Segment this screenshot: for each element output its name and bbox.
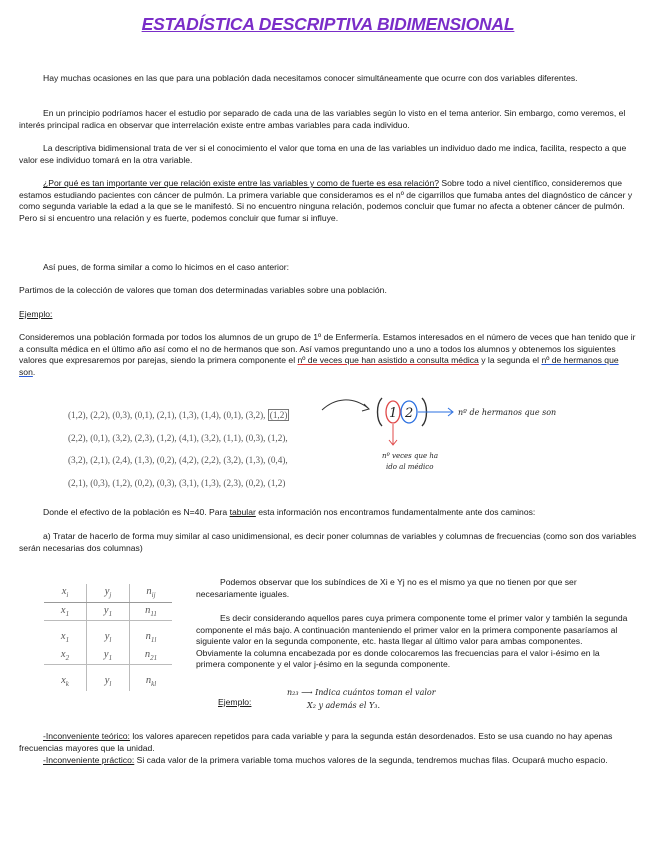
frequency-table	[44, 584, 172, 691]
table-header-cell: $n_{ij}$	[130, 584, 173, 602]
annotation-arrow-curve	[322, 400, 368, 410]
inconveniente-practico-label: -Inconveniente práctico:	[43, 755, 135, 765]
example-text-end: .	[32, 366, 36, 377]
open-paren-icon	[378, 398, 383, 426]
variable-veces-highlight: nº de veces que han asistido a consulta médica	[297, 355, 479, 366]
page-title: ESTADÍSTICA DESCRIPTIVA BIDIMENSIONAL	[141, 14, 515, 34]
table-row: $x_k$ $y_l$ $n_{kl}$	[44, 673, 172, 691]
annotation-big-1: 1	[389, 406, 398, 421]
pairs-row: (2,2), (0,1), (3,2), (2,3), (1,2), (4,1), (3,2), (1,1), (0,3), (1,2),	[68, 432, 288, 443]
pairs-row: (1,2), (2,2), (0,3), (0,1), (2,1), (1,3), (1,4), (0,1), (3,2), (1,2)	[68, 410, 288, 420]
table-row	[44, 665, 172, 674]
paragraph-option-a: a) Tratar de hacerlo de forma muy similar al caso unidimensional, es decir poner columnas de variables y columnas de frecuencias (como son dos variables serán necesarias dos columnas)	[19, 531, 637, 553]
paragraph-efectivo: Donde el efectivo de la población es N=40. Para tabular esta información nos encontramos fundamentalmente ante dos caminos:	[43, 507, 536, 517]
table-row: $x_2$ $y_1$ $n_{21}$	[44, 647, 172, 665]
annotation-big-2: 2	[405, 406, 414, 421]
paragraph-intro: Hay muchas ocasiones en las que para una población dada necesitamos conocer simultáneamente que ocurre con dos variables diferentes.	[43, 73, 578, 83]
annotation-veces-2: ido al médico	[386, 463, 434, 471]
variable-hermanos-highlight: nº de hermanos que son	[19, 355, 619, 377]
annotation-hermanos: nº de hermanos que son	[458, 408, 557, 417]
annotation-veces-1: nº veces que ha	[382, 452, 439, 460]
paragraph-definition: La descriptiva bidimensional trata de ver si el conocimiento el valor que toma en una de las variables un individuo dado me indica, facilita, respecto a que valor ese individuo tomará en la otra variable.	[19, 143, 627, 165]
table-header-cell: $y_j$	[87, 584, 130, 602]
table-row	[44, 621, 172, 630]
example-label: Ejemplo:	[19, 309, 53, 319]
pairs-row: (2,1), (0,3), (1,2), (0,2), (0,3), (3,1), (1,3), (2,3), (0,2), (1,2)	[68, 477, 286, 488]
example-2-label: Ejemplo:	[218, 697, 252, 707]
table-header-row	[44, 584, 172, 602]
example-2-heading	[218, 697, 278, 709]
table-header-cell: $x_i$	[44, 584, 87, 602]
example-text-mid: y la segunda el	[478, 355, 542, 366]
paragraph-asi-pues: Así pues, de forma similar a como lo hicimos en el caso anterior:	[43, 262, 289, 272]
side-paragraph-subindices: Podemos observar que los subíndices de Xi e Yj no es el mismo ya que no tienen por que ser necesariamente iguales.	[196, 577, 577, 599]
boxed-pair: (1,2)	[269, 410, 288, 420]
table-row: $x_1$ $y_1$ $n_{11}$	[44, 602, 172, 621]
paragraph-partimos: Partimos de la colección de valores que toman dos determinadas variables sobre una población.	[19, 285, 387, 295]
importance-text: Sobre todo a nivel científico, consideremos que estamos estudiando pacientes con cáncer de pulmón. La primera variable que consideramos es el nº de cigarrillos que fumaba antes del diagnóstico de cáncer y como segunda variable la edad a la que se le manifestó. Si no encuentro ninguna relación, podemos concluir que fumar no afecta a obtener cáncer de pulmón. Pero si si encuentro una relación y es fuerte, podemos concluir que fumar si influye.	[19, 178, 633, 223]
paragraph-inconveniente-practico: -Inconveniente práctico: Si cada valor de la primera variable toma muchos valores de la segunda, tendremos muchas filas. Ocupará mucho espacio.	[43, 755, 608, 765]
paragraph-study: En un principio podríamos hacer el estudio por separado de cada una de las variables según lo visto en el tema anterior. Sin embargo, como veremos, el interés principal radica en observar que interrelación existe entre ambas variables para cada individuo.	[19, 108, 626, 130]
tabular-word: tabular	[229, 507, 256, 517]
inconveniente-teorico-label: -Inconveniente teórico:	[43, 731, 130, 741]
importance-question: ¿Por qué es tan importante ver que relación existe entre las variables y como de fuerte es esa relación?	[43, 178, 440, 188]
side-paragraph-explanation: Es decir considerando aquellos pares cuya primera componente tome el primer valor y también la segunda componente el más bajo. A continuación manteniendo el primer valor en la primera componente pasaríamos al siguiente valor en la segunda componente, etc. hasta llegar al último valor para ambas componentes. Obviamente la columna encabezada por es donde colocaremos las frecuencias para el valor i-ésimo en la primera componente y el valor j-ésimo en la segunda componente.	[196, 613, 628, 670]
example-text-start: Consideremos una población formada por todos los alumnos de un grupo de 1º de Enfermería. Estamos interesados en el número de veces que han tenido que ir a consulta médica en el último año así como el no de hermanos que son. Así vamos preguntando uno a uno a todos los alumnos y obtenemos los siguientes valores que expresaremos por parejas, siendo la primera componente el	[19, 332, 636, 366]
handwritten-note: n₂₃ ⟶ Indica cuántos toman el valor X₂ y además el Y₃.	[287, 688, 436, 710]
pairs-row: (3,2), (2,1), (2,4), (1,3), (0,2), (4,2), (2,2), (3,2), (1,3), (0,4),	[68, 455, 288, 465]
paragraph-inconveniente-teorico: -Inconveniente teórico: los valores aparecen repetidos para cada variable y para la segunda están desordenados. Esto se usa cuando no hay apenas frecuencias mayores que la unidad.	[19, 731, 613, 753]
table-row: $x_1$ $y_l$ $n_{1l}$	[44, 629, 172, 647]
